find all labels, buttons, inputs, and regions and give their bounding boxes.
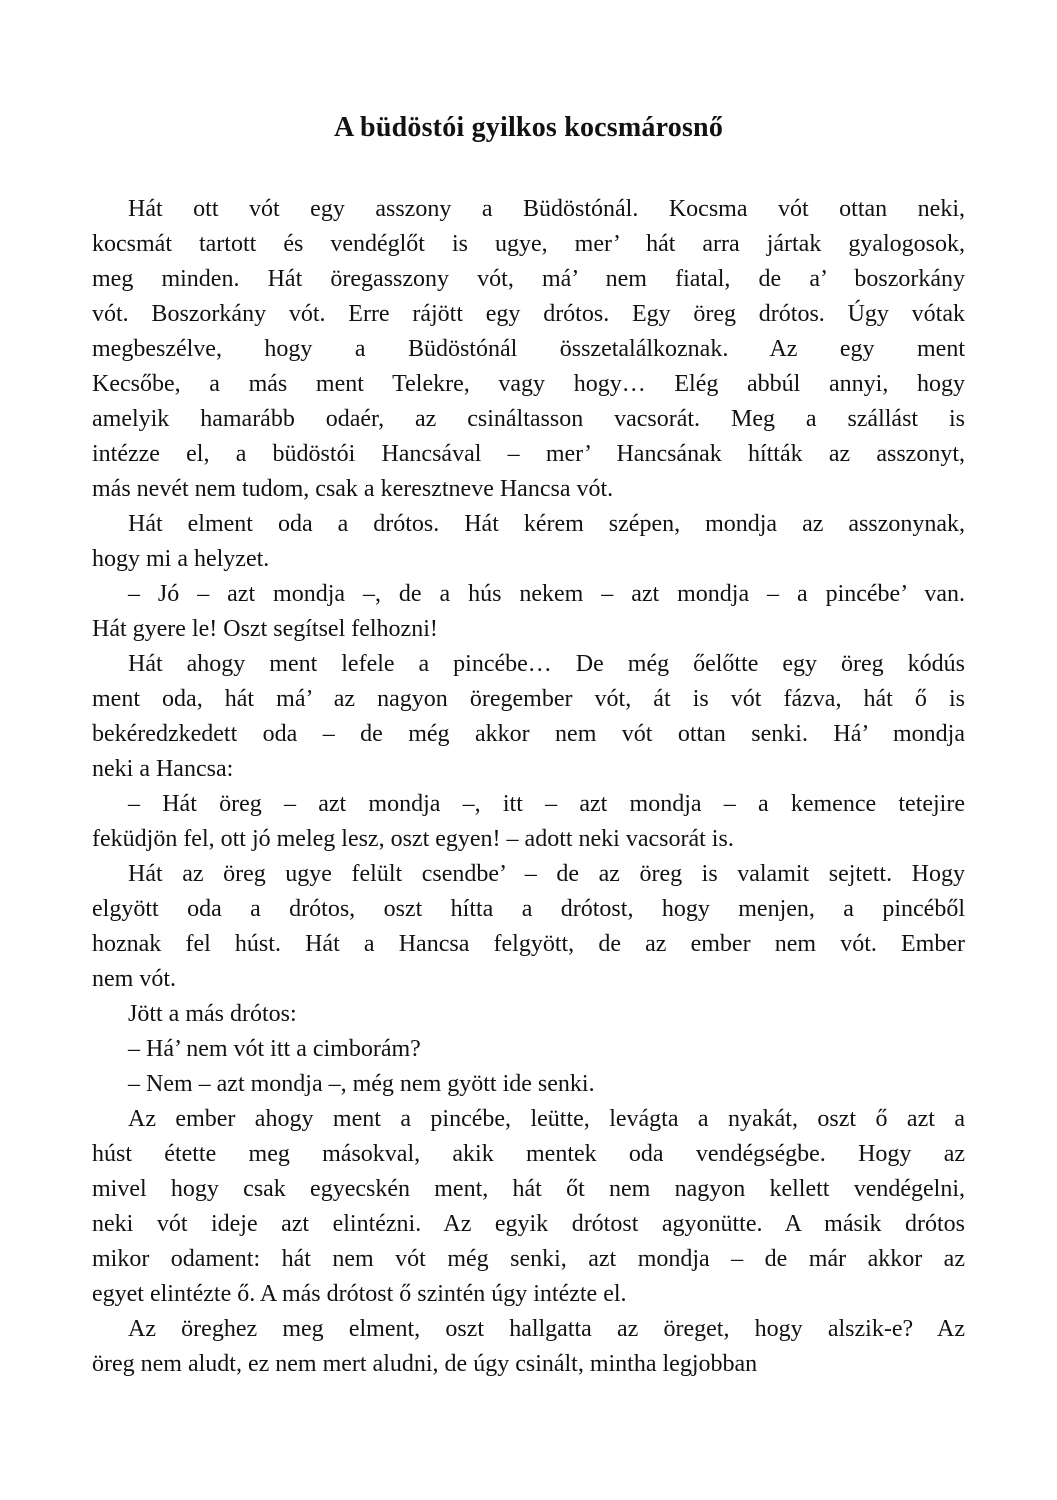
- text-line: vót. Boszorkány vót. Erre rájött egy drótos. Egy öreg drótos. Úgy vótak: [92, 301, 965, 327]
- text-line: intézze el, a büdöstói Hancsával – mer’ Hancsának hítták az asszonyt,: [92, 441, 965, 467]
- paragraph: [92, 857, 965, 997]
- text-line: Kecsőbe, a más ment Telekre, vagy hogy… Elég abbúl annyi, hogy: [92, 371, 965, 397]
- text-line: feküdjön fel, ott jó meleg lesz, oszt egyen! – adott neki vacsorát is.: [92, 826, 734, 852]
- text-line: húst étette meg másokval, akik mentek oda vendégségbe. Hogy az: [92, 1141, 965, 1167]
- text-line: ment oda, hát má’ az nagyon öregember vót, át is vót fázva, hát ő is: [92, 686, 965, 712]
- text-line: Hát az öreg ugye felült csendbe’ – de az öreg is valamit sejtett. Hogy: [128, 861, 965, 887]
- text-line: mikor odament: hát nem vót még senki, azt mondja – de már akkor az: [92, 1246, 965, 1272]
- text-line: hoznak fel húst. Hát a Hancsa felgyött, de az ember nem vót. Ember: [92, 931, 965, 957]
- text-line: bekéredzkedett oda – de még akkor nem vót ottan senki. Há’ mondja: [92, 721, 965, 747]
- paragraph: [92, 647, 965, 787]
- text-line: Hát ahogy ment lefele a pincébe… De még őelőtte egy öreg kódús: [128, 651, 965, 677]
- page-title: A büdöstói gyilkos kocsmárosnő: [333, 112, 724, 143]
- text-line: mivel hogy csak egyecskén ment, hát őt nem nagyon kellett vendégelni,: [92, 1176, 965, 1202]
- paragraph: [92, 787, 965, 857]
- text-line: Az öreghez meg elment, oszt hallgatta az öreget, hogy alszik-e? Az: [128, 1316, 965, 1342]
- text-line: öreg nem aludt, ez nem mert aludni, de úgy csinált, mintha legjobban: [92, 1351, 758, 1377]
- text-line: – Jó – azt mondja –, de a hús nekem – azt mondja – a pincébe’ van.: [128, 581, 965, 607]
- paragraph: [92, 507, 965, 577]
- text-line: más nevét nem tudom, csak a keresztneve Hancsa vót.: [92, 476, 614, 502]
- text-line: Az ember ahogy ment a pincébe, leütte, levágta a nyakát, oszt ő azt a: [128, 1106, 965, 1132]
- text-line: egyet elintézte ő. A más drótost ő szintén úgy intézte el.: [92, 1281, 627, 1307]
- paragraph: [92, 997, 965, 1032]
- text-line: – Nem – azt mondja –, még nem gyött ide senki.: [128, 1071, 595, 1097]
- text-line: amelyik hamarább odaér, az csináltasson vacsorát. Meg a szállást is: [92, 406, 965, 432]
- paragraph: [92, 577, 965, 647]
- text-line: hogy mi a helyzet.: [92, 546, 270, 572]
- paragraph: [92, 192, 965, 507]
- paragraph: [92, 1102, 965, 1312]
- text-line: Hát elment oda a drótos. Hát kérem szépen, mondja az asszonynak,: [128, 511, 965, 537]
- story-text: [92, 192, 965, 1382]
- text-line: neki a Hancsa:: [92, 756, 234, 782]
- paragraph: [92, 1032, 965, 1067]
- text-line: – Há’ nem vót itt a cimborám?: [128, 1036, 421, 1062]
- text-line: Hát ott vót egy asszony a Büdöstónál. Kocsma vót ottan neki,: [128, 196, 965, 222]
- text-line: – Hát öreg – azt mondja –, itt – azt mondja – a kemence tetejire: [128, 791, 965, 817]
- paragraph: [92, 1312, 965, 1382]
- text-line: neki vót ideje azt elintézni. Az egyik drótost agyonütte. A másik drótos: [92, 1211, 965, 1237]
- text-line: Hát gyere le! Oszt segítsel felhozni!: [92, 616, 438, 642]
- text-line: megbeszélve, hogy a Büdöstónál összetalálkoznak. Az egy ment: [92, 336, 965, 362]
- text-line: meg minden. Hát öregasszony vót, má’ nem fiatal, de a’ boszorkány: [92, 266, 965, 292]
- text-line: elgyött oda a drótos, oszt hítta a drótost, hogy menjen, a pincéből: [92, 896, 965, 922]
- text-line: nem vót.: [92, 966, 176, 992]
- text-line: Jött a más drótos:: [128, 1001, 297, 1027]
- paragraph: [92, 1067, 965, 1102]
- text-line: kocsmát tartott és vendéglőt is ugye, mer’ hát arra jártak gyalogosok,: [92, 231, 965, 257]
